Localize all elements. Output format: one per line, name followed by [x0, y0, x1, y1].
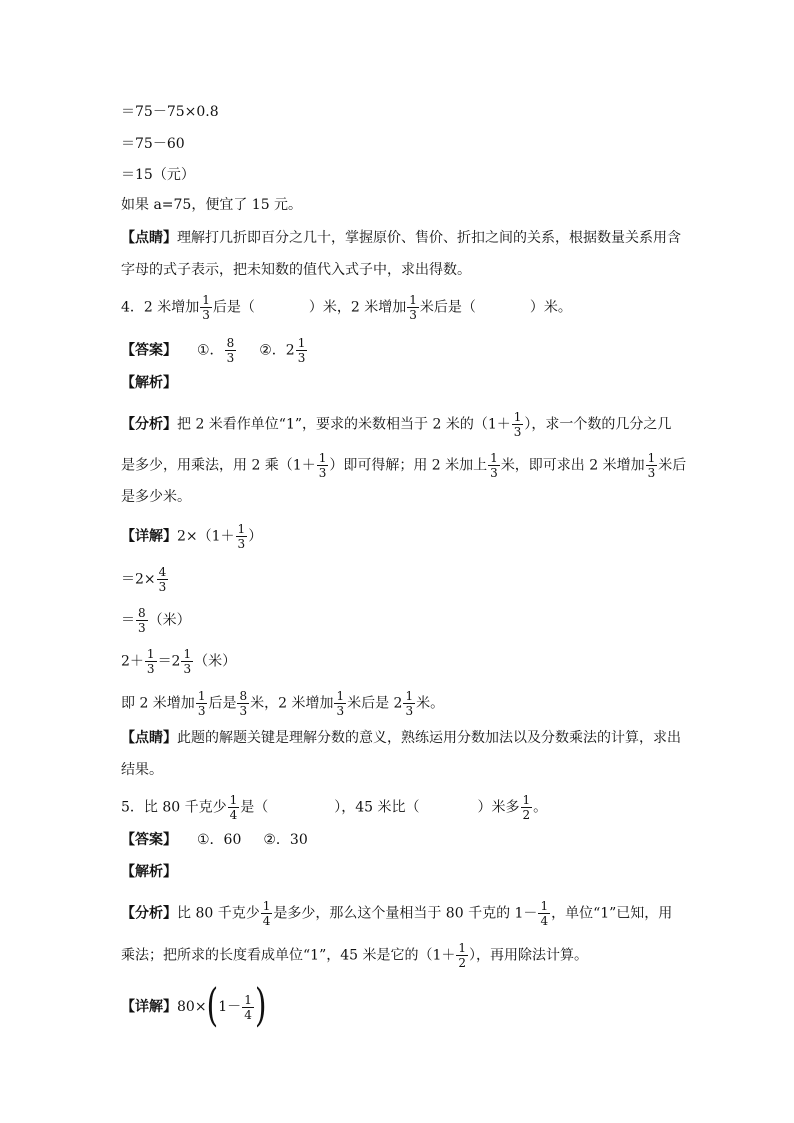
answer-tag: 【答案】	[121, 342, 177, 359]
fraction: $\frac{1}{3}$	[183, 647, 192, 676]
fraction: $\frac{1}{3}$	[405, 689, 414, 718]
fraction: $\frac{1}{3}$	[146, 647, 155, 676]
fraction: $\frac{1}{3}$	[647, 451, 656, 480]
tip-line-1	[121, 228, 681, 248]
fraction: $\frac{1}{3}$	[336, 689, 345, 718]
fraction: $\frac{1}{4}$	[229, 793, 238, 822]
right-paren: )	[254, 980, 267, 1033]
left-paren: (	[206, 980, 219, 1033]
fraction: $\frac{1}{3}$	[490, 451, 498, 480]
fraction: $\frac{8}{3}$	[226, 336, 235, 365]
calc-line-1: ＝75－75×0.8	[121, 104, 219, 120]
detail-4-line-2: ＝2× $\frac{4}{3}$	[121, 565, 167, 594]
fraction: $\frac{4}{3}$	[158, 565, 167, 594]
detail-4-line-5: 即 2 米增加 $\frac{1}{3}$ 后是 $\frac{8}{3}$ 米，2 米增加 $\frac{1}{3}$ 米后是 2 $\frac{1}{3}$ 米。	[121, 689, 445, 718]
tip-4-line-1: 【点睛】此题的解题关键是理解分数的意义，熟练运用分数加法以及分数乘法的计算，求出	[121, 730, 681, 746]
fraction: $\frac{8}{3}$	[138, 606, 146, 635]
tip-text: 理解打几折即百分之几十，掌握原价、售价、折扣之间的关系，根据数量关系用含	[177, 230, 681, 246]
detail-5-line-1: 【详解】80×(1－ $\frac{1}{4}$ )	[121, 980, 267, 1033]
fraction: $\frac{8}{3}$	[239, 689, 248, 718]
tip-tag: 【点睛】	[121, 230, 177, 246]
fraction: $\frac{1}{2}$	[522, 793, 531, 822]
analysis-4-line-2: 是多少，用乘法，用 2 乘（1＋ $\frac{1}{3}$ ）即可得解；用 2 米加上 $\frac{1}{3}$ 米，即可求出 2 米增加 $\frac{1}{3}$ 米后	[121, 451, 687, 480]
answer-4: 【答案】 ①． $\frac{8}{3}$ ②．2 $\frac{1}{3}$	[121, 336, 306, 365]
fraction: $\frac{1}{3}$	[409, 293, 417, 322]
fraction: $\frac{1}{4}$	[244, 992, 252, 1022]
question-5: 5．比 80 千克少 $\frac{1}{4}$ 是（ ），45 米比（ ）米多 $\frac{1}{2}$ 。	[121, 793, 548, 822]
fraction: $\frac{1}{3}$	[318, 451, 327, 480]
detail-4-line-3: ＝ $\frac{8}{3}$ （米）	[121, 606, 191, 635]
fraction: $\frac{1}{4}$	[262, 899, 271, 928]
fraction: $\frac{1}{3}$	[202, 293, 210, 322]
answer-5: 【答案】 ①．60 ②．30	[121, 832, 308, 848]
fraction: $\frac{1}{2}$	[458, 941, 467, 970]
analysis-5-line-1: 【分析】比 80 千克少 $\frac{1}{4}$ 是多少，那么这个量相当于 80 千克的 1－ $\frac{1}{4}$ ，单位“1”已知，用	[121, 899, 673, 928]
question-4: 4．2 米增加 $\frac{1}{3}$ 后是（ ）米，2 米增加 $\frac{1}{3}$ 米后是（ ）米。	[121, 293, 572, 322]
analysis-tag-5: 【解析】	[121, 864, 177, 880]
calc-line-3: ＝15（元）	[121, 167, 195, 183]
fraction: $\frac{1}{3}$	[197, 689, 206, 718]
analysis-5-line-2: 乘法；把所求的长度看成单位“1”，45 米是它的（1＋ $\frac{1}{2}$ ），再用除法计算。	[121, 941, 589, 970]
detail-4-line-4: 2＋ $\frac{1}{3}$ ＝2 $\frac{1}{3}$ （米）	[121, 647, 237, 676]
fraction: $\frac{1}{3}$	[297, 336, 306, 365]
analysis-tag: 【解析】	[121, 375, 177, 391]
fraction: $\frac{1}{3}$	[237, 522, 246, 551]
analysis-4-line-1: 【分析】把 2 米看作单位“1”，要求的米数相当于 2 米的（1＋ $\frac{1}{3}$ ），求一个数的几分之几	[121, 410, 672, 439]
conclusion-line: 如果 a=75，便宜了 15 元。	[121, 197, 303, 213]
tip-line-2: 字母的式子表示，把未知数的值代入式子中，求出得数。	[121, 262, 471, 278]
detail-4-line-1: 【详解】2×（1＋ $\frac{1}{3}$ ）	[121, 522, 263, 551]
tip-4-line-2: 结果。	[121, 762, 163, 778]
fraction: $\frac{1}{3}$	[513, 410, 522, 439]
analysis-4-line-3: 是多少米。	[121, 489, 191, 505]
calc-line-2: ＝75－60	[121, 136, 185, 152]
fraction: $\frac{1}{4}$	[540, 899, 549, 928]
